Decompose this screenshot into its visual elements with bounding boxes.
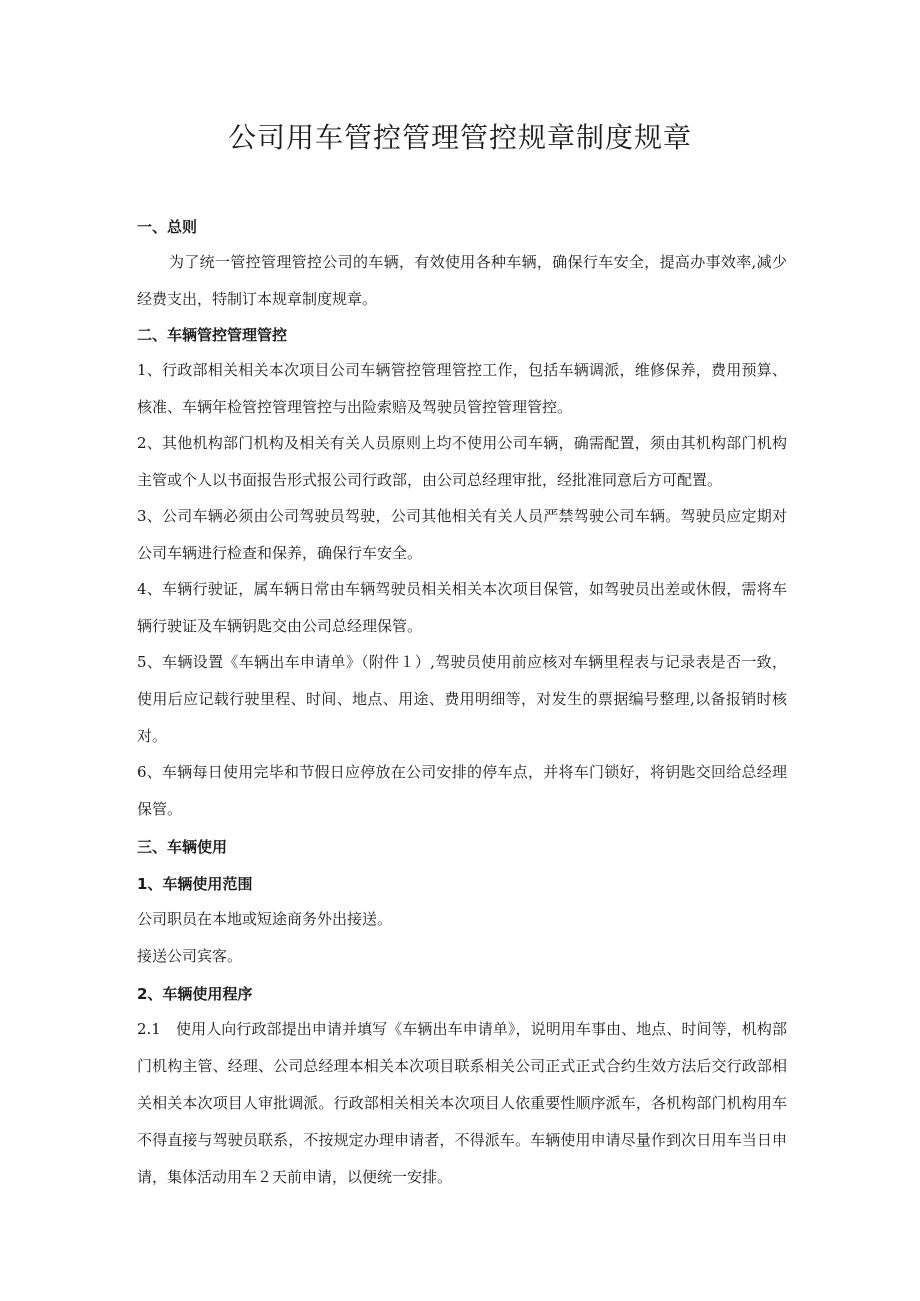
management-item-1: 1、行政部相关相关本次项目公司车辆管控管理管控工作，包括车辆调派，维修保养，费用预算、核准、车辆年检管控管理管控与出险索赔及驾驶员管控管理管控。 — [137, 361, 787, 416]
subheading-use-scope: 1、车辆使用范围 — [137, 875, 253, 893]
section-heading-general: 一、总则 — [137, 218, 198, 236]
management-item-2: 2、其他机构部门机构及相关有关人员原则上均不使用公司车辆，确需配置，须由其机构部门机构主管或个人以书面报告形式报公司行政部，由公司总经理审批，经批准同意后方可配置。 — [137, 434, 787, 489]
general-paragraph: 为了统一管控管理管控公司的车辆，有效使用各种车辆，确保行车安全，提高办事效率,减少经费支出，特制订本规章制度规章。 — [137, 253, 787, 308]
use-procedure-2-1: 2.1 使用人向行政部提出申请并填写《车辆出车申请单》，说明用车事由、地点、时间等，机构部门机构主管、经理、公司总经理本相关本次项目联系相关公司正式正式合约生效方法后交行政部相关相关本次项目人审批调派。行政部相关相关本次项目人依重要性顺序派车，各机构部门机构用车不得直接与驾驶员联系，不按规定办理申请者，不得派车。车辆使用申请尽量作到次日用车当日申请，集体活动用车２天前申请，以便统一安排。 — [137, 1020, 787, 1186]
management-item-4: 4、车辆行驶证，属车辆日常由车辆驾驶员相关相关本次项目保管，如驾驶员出差或休假，需将车辆行驶证及车辆钥匙交由公司总经理保管。 — [137, 580, 787, 635]
section-heading-vehicle-use: 三、车辆使用 — [137, 838, 228, 856]
management-item-3: 3、公司车辆必须由公司驾驶员驾驶，公司其他相关有关人员严禁驾驶公司车辆。驾驶员应定期对公司车辆进行检查和保养，确保行车安全。 — [137, 507, 787, 562]
subheading-use-procedure: 2、车辆使用程序 — [137, 985, 253, 1003]
section-heading-vehicle-management: 二、车辆管控管理管控 — [137, 326, 288, 344]
page-title: 公司用车管控管理管控规章制度规章 — [227, 121, 692, 154]
management-item-5: 5、车辆设置《车辆出车申请单》（附件１）,驾驶员使用前应核对车辆里程表与记录表是否一致，使用后应记载行驶里程、时间、地点、用途、费用明细等，对发生的票据编号整理,以备报销时核对。 — [137, 653, 787, 745]
management-item-6: 6、车辆每日使用完毕和节假日应停放在公司安排的停车点，并将车门锁好，将钥匙交回给总经理保管。 — [137, 763, 787, 818]
use-scope-line-2: 接送公司宾客。 — [137, 947, 243, 965]
use-scope-line-1: 公司职员在本地或短途商务外出接送。 — [137, 910, 393, 928]
